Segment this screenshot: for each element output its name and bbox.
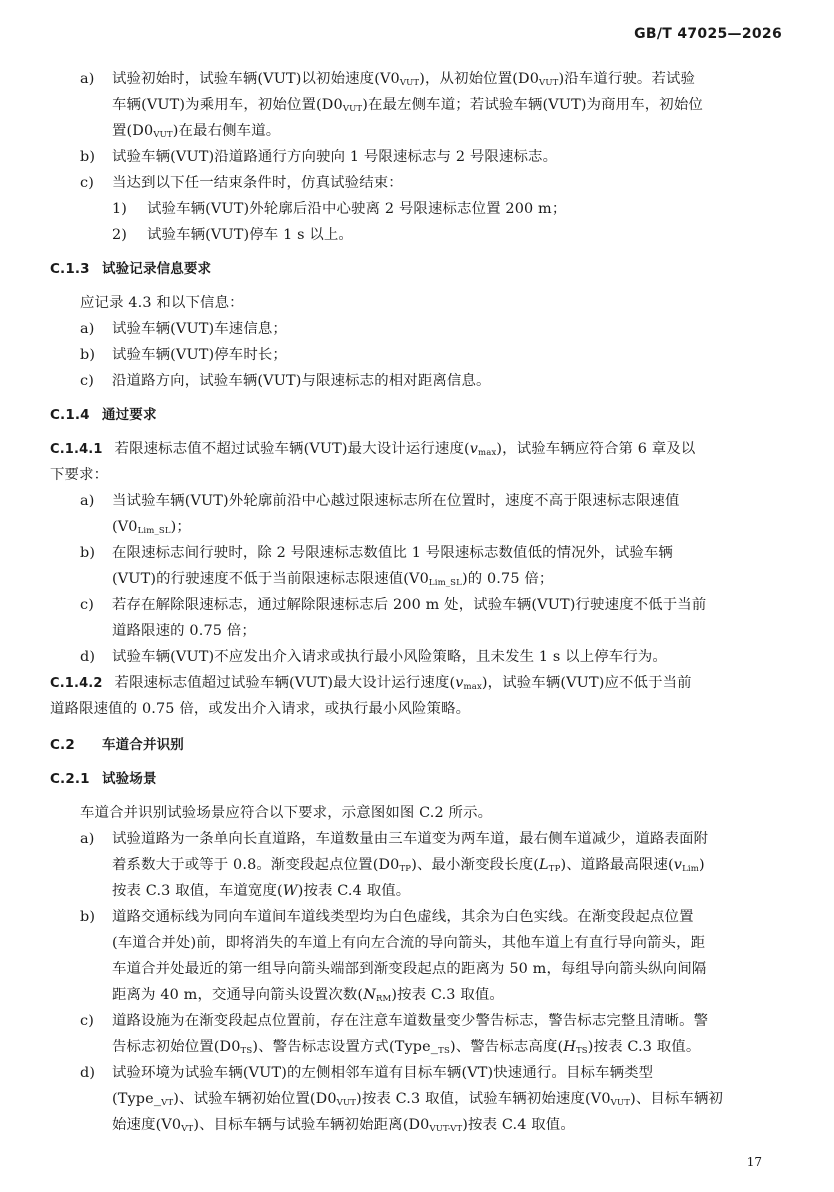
list-marker: c) <box>80 175 94 191</box>
section-heading <box>50 402 790 428</box>
clause-number: C.1.4.2 <box>50 676 103 691</box>
paragraph-text: 试验道路为一条单向长直道路，车道数量由三车道变为两车道，最右侧车道减少，道路表面附 <box>112 831 709 847</box>
list-marker: b) <box>80 347 96 363</box>
list-marker: d) <box>80 1065 96 1081</box>
paragraph-line: 告标志初始位置$(D0_{TS})$、警告标志设置方式$(Type\__{TS})$、警告标志高度$(H_{TS})$按表 C.3 取值。 <box>112 1039 701 1056</box>
list-item <box>50 1060 790 1086</box>
list-item <box>50 170 790 196</box>
paragraph-line: 车道合并处最近的第一组导向箭头端部到渐变段起点的距离为 50 m，每组导向箭头纵向间隔 <box>112 961 707 977</box>
list-marker: b) <box>80 545 96 561</box>
paragraph-line: (VUT)的行驶速度不低于当前限速标志限速值$(V0_{Lim\_SL})$的 0.75 倍； <box>112 571 554 588</box>
paragraph-line: 下要求： <box>50 467 109 483</box>
paragraph-text: 试验车辆(VUT)不应发出介入请求或执行最小风险策略，且未发生 1 s 以上停车行为。 <box>112 649 667 665</box>
section-number: C.1.3 <box>50 261 90 277</box>
section-title: 车道合并识别 <box>102 737 184 753</box>
list-marker: c) <box>80 373 94 389</box>
section-number: C.1.4 <box>50 407 90 423</box>
section-title: 通过要求 <box>102 407 157 423</box>
list-marker: 1) <box>112 201 128 217</box>
paragraph-line: 按表 C.3 取值，车道宽度(W)按表 C.4 取值。 <box>112 883 411 899</box>
clause-number: C.1.4.1 <box>50 442 103 457</box>
section-title: 试验场景 <box>102 771 157 787</box>
list-marker: a) <box>80 321 95 337</box>
section-heading <box>50 732 790 758</box>
paragraph-text: 试验车辆(VUT)停车 1 s 以上。 <box>147 227 353 243</box>
list-marker: b) <box>80 909 96 925</box>
list-marker: 2) <box>112 227 128 243</box>
section-heading <box>50 256 790 282</box>
standard-number: GB/T 47025—2026 <box>634 26 782 42</box>
paragraph-text: 当试验车辆(VUT)外轮廓前沿中心越过限速标志所在位置时，速度不高于限速标志限速值 <box>112 493 680 509</box>
paragraph-line: 距离为 40 m，交通导向箭头设置次数$(N_{RM})$按表 C.3 取值。 <box>112 987 504 1004</box>
clause-line <box>50 436 790 462</box>
page-number: 17 <box>746 1155 762 1169</box>
paragraph-text: 试验车辆(VUT)车速信息； <box>112 321 287 337</box>
paragraph-text: 若限速标志值不超过试验车辆(VUT)最大设计运行速度$(v_{max})$，试验车辆应符合第 6 章及以 <box>114 441 696 458</box>
list-item <box>50 316 790 342</box>
clause-line <box>50 670 790 696</box>
list-item <box>50 488 790 514</box>
list-marker: c) <box>80 1013 94 1029</box>
paragraph-text: 试验初始时，试验车辆(VUT)以初始速度$(V0_{VUT})$，从初始位置$(D0_{VUT})$沿车道行驶。若试验 <box>112 71 696 88</box>
sub-list-item <box>50 196 790 222</box>
paragraph-line: $(Type\__{VT})$、试验车辆初始位置$(D0_{VUT})$按表 C.3 取值，试验车辆初始速度$(V0_{VUT})$、目标车辆初 <box>112 1091 724 1108</box>
list-marker: a) <box>80 71 95 87</box>
paragraph-line: 车辆(VUT)为乘用车，初始位置$(D0_{VUT})$在最左侧车道；若试验车辆(VUT)为商用车，初始位 <box>112 97 703 114</box>
list-item <box>50 592 790 618</box>
paragraph-line: 道路限速的 0.75 倍； <box>112 623 256 639</box>
list-item <box>50 368 790 394</box>
list-marker: a) <box>80 493 95 509</box>
section-number: C.2.1 <box>50 771 90 787</box>
paragraph-text: 当达到以下任一结束条件时，仿真试验结束： <box>112 175 403 191</box>
list-marker: c) <box>80 597 94 613</box>
list-item <box>50 540 790 566</box>
paragraph-line: 车道合并识别试验场景应符合以下要求，示意图如图 C.2 所示。 <box>80 805 493 821</box>
paragraph-text: 若存在解除限速标志，通过解除限速标志后 200 m 处，试验车辆(VUT)行驶速度不低于当前 <box>112 597 707 613</box>
document-body <box>50 66 790 1138</box>
paragraph-line: 道路限速值的 0.75 倍，或发出介入请求，或执行最小风险策略。 <box>50 701 471 717</box>
section-heading <box>50 766 790 792</box>
paragraph-text: 道路交通标线为同向车道间车道线类型均为白色虚线，其余为白色实线。在渐变段起点位置 <box>112 909 694 925</box>
paragraph-text: 在限速标志间行驶时，除 2 号限速标志数值比 1 号限速标志数值低的情况外，试验车辆 <box>112 545 673 561</box>
paragraph-line: 着系数大于或等于 0.8。渐变段起点位置$(D0_{TP})$、最小渐变段长度$(L_{TP})$、道路最高限速$(v_{Lim})$ <box>112 857 705 874</box>
list-item <box>50 644 790 670</box>
paragraph-text: 沿道路方向，试验车辆(VUT)与限速标志的相对距离信息。 <box>112 373 491 389</box>
paragraph-text: 试验车辆(VUT)停车时长； <box>112 347 287 363</box>
paragraph-line: 置$(D0_{VUT})$在最右侧车道。 <box>112 123 281 140</box>
list-marker: a) <box>80 831 95 847</box>
paragraph-text: 试验车辆(VUT)沿道路通行方向驶向 1 号限速标志与 2 号限速标志。 <box>112 149 558 165</box>
list-item <box>50 826 790 852</box>
paragraph-text: 道路设施为在渐变段起点位置前，存在注意车道数量变少警告标志，警告标志完整且清晰。警 <box>112 1013 709 1029</box>
list-marker: b) <box>80 149 96 165</box>
list-item <box>50 144 790 170</box>
list-item <box>50 342 790 368</box>
list-item <box>50 66 790 92</box>
paragraph-line: $(V0_{Lim\_SL})$； <box>112 519 191 536</box>
paragraph-line: (车道合并处)前，即将消失的车道上有向左合流的导向箭头，其他车道上有直行导向箭头，距 <box>112 935 706 951</box>
section-number: C.2 <box>50 737 75 753</box>
paragraph-text: 试验车辆(VUT)外轮廓后沿中心驶离 2 号限速标志位置 200 m； <box>147 201 567 217</box>
sub-list-item <box>50 222 790 248</box>
paragraph-text: 若限速标志值超过试验车辆(VUT)最大设计运行速度$(v_{max})$，试验车辆(VUT)应不低于当前 <box>114 675 692 692</box>
section-title: 试验记录信息要求 <box>102 261 212 277</box>
paragraph-text: 试验环境为试验车辆(VUT)的左侧相邻车道有目标车辆(VT)快速通行。目标车辆类型 <box>112 1065 654 1081</box>
list-marker: d) <box>80 649 96 665</box>
list-item <box>50 904 790 930</box>
list-item <box>50 1008 790 1034</box>
paragraph-line: 应记录 4.3 和以下信息： <box>80 295 244 311</box>
paragraph-line: 始速度$(V0_{VT})$、目标车辆与试验车辆初始距离$(D0_{VUT-VT})$按表 C.4 取值。 <box>112 1117 575 1134</box>
